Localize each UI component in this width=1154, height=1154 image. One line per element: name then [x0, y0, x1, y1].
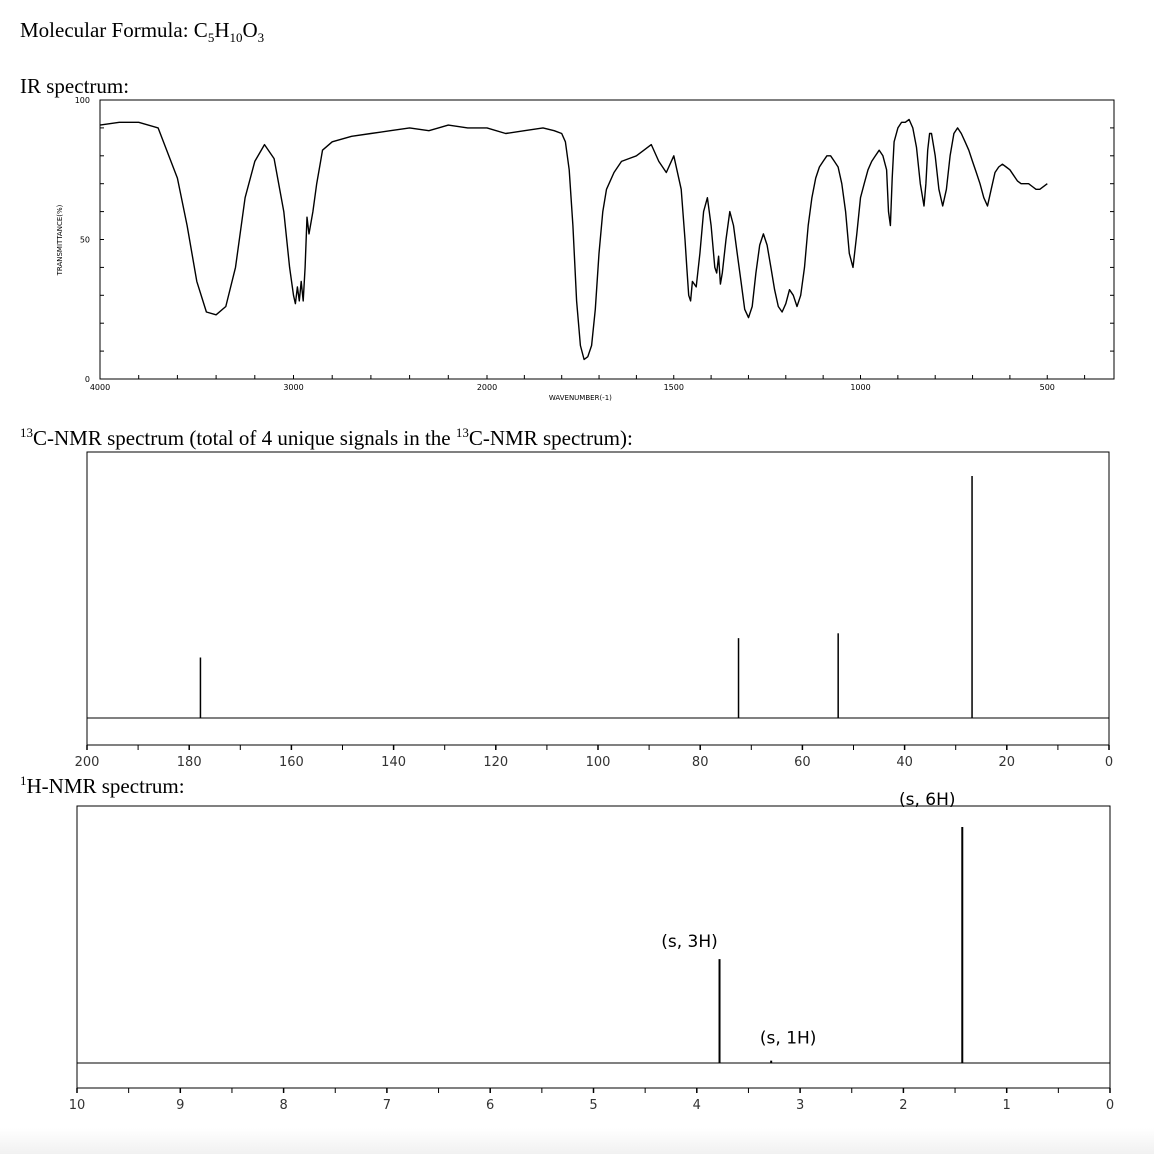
c13-x-tick-label: 20 [998, 755, 1016, 770]
ir-y-axis-label: TRANSMITTANCE(%) [56, 204, 64, 276]
c13-x-tick-label: 40 [896, 755, 913, 770]
h1-x-tick-label: 4 [692, 1098, 701, 1113]
ir-x-tick-label: 4000 [89, 383, 111, 392]
c13-x-tick-label: 80 [691, 755, 709, 770]
h1-x-tick-label: 9 [176, 1098, 185, 1113]
h1-x-tick-label: 1 [1002, 1098, 1011, 1113]
c13-x-tick-label: 100 [585, 755, 611, 770]
c13-x-tick-label: 140 [381, 755, 407, 770]
c13-x-tick-label: 0 [1104, 755, 1114, 770]
ir-y-tick-label: 50 [79, 235, 90, 245]
bottom-edge [0, 1128, 1154, 1154]
ir-y-tick-label: 100 [74, 96, 90, 105]
h1-peak-label: (s, 6H) [899, 790, 956, 810]
h1-x-tick-label: 0 [1105, 1098, 1115, 1113]
ir-x-tick-label: 500 [1039, 383, 1055, 392]
h1-nmr-title: $^1$H-NMR spectrum: [20, 773, 185, 798]
c13-x-tick-label: 180 [176, 755, 202, 770]
h1-peak-label: (s, 1H) [759, 1028, 817, 1049]
ir-x-tick-label: 1000 [850, 383, 871, 392]
molecular-formula: Molecular Formula: $C_5H_{10}O_3$ [20, 18, 265, 46]
h1-x-tick-label: 3 [795, 1098, 805, 1113]
h1-peak-label: (s, 3H) [661, 932, 718, 953]
h1-x-tick-label: 5 [589, 1098, 598, 1113]
ir-x-tick-label: 3000 [283, 383, 304, 392]
h1-plot-frame [77, 806, 1110, 1088]
c13-x-tick-label: 120 [483, 755, 509, 770]
c13-x-tick-label: 200 [74, 755, 100, 770]
h1-x-tick-label: 6 [486, 1098, 495, 1113]
h1-x-tick-label: 7 [382, 1098, 392, 1113]
c13-nmr-title: $^{13}$C-NMR spectrum (total of 4 unique signals in the $^{13}$C-NMR spectrum): [20, 425, 633, 450]
h1-x-tick-label: 10 [68, 1098, 86, 1113]
c13-x-tick-label: 60 [794, 755, 811, 770]
ir-x-tick-label: 2000 [476, 383, 498, 392]
ir-x-axis-label: WAVENUMBER(-1) [548, 394, 612, 402]
h1-x-tick-label: 8 [279, 1098, 288, 1113]
ir-spectrum-title: IR spectrum: [20, 74, 130, 98]
c13-x-tick-label: 160 [278, 755, 304, 770]
ir-x-tick-label: 1500 [663, 383, 684, 392]
ir-y-tick-label: 0 [84, 375, 90, 384]
h1-x-tick-label: 2 [899, 1098, 908, 1113]
